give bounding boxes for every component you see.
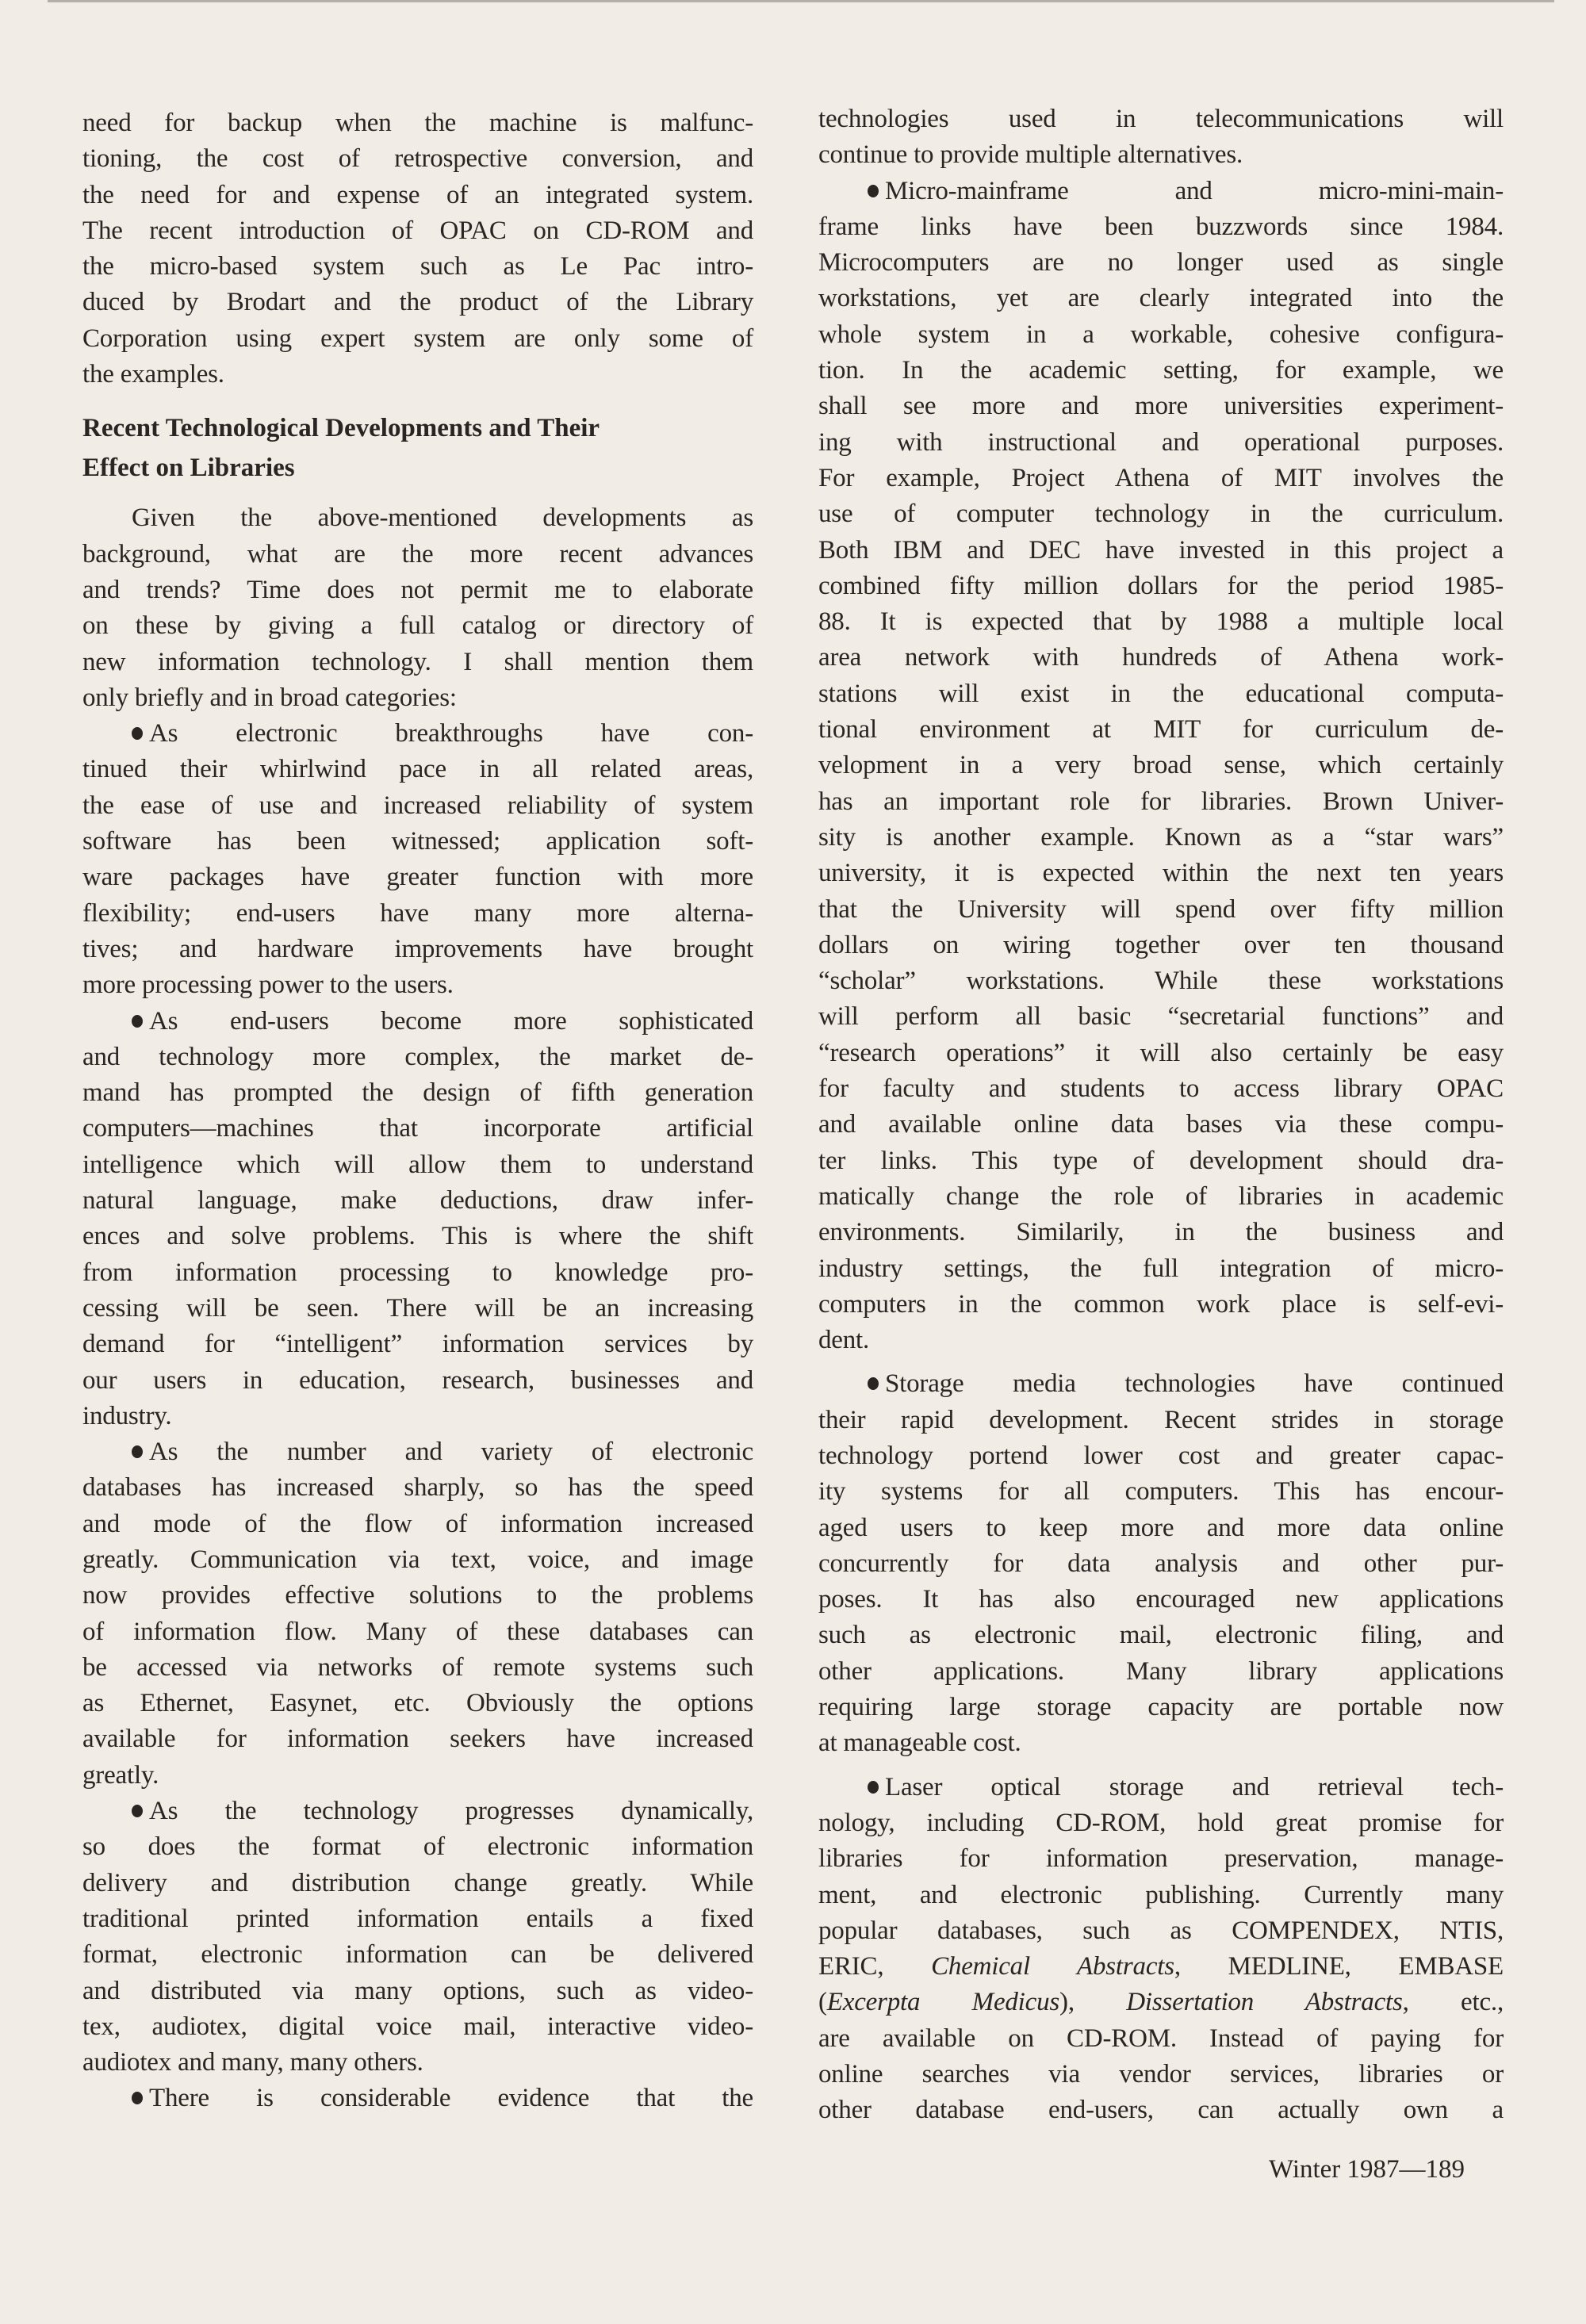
- line-text: tives; and hardware improvements have brought: [82, 934, 753, 963]
- text-line: [82, 932, 753, 967]
- text-line: [82, 1039, 753, 1075]
- text-line: [82, 1721, 753, 1757]
- text-line: [818, 101, 1504, 137]
- italic-title-chemical-abstracts: Chemical Abstracts: [931, 1952, 1174, 1981]
- line-text: Microcomputers are no longer used as single: [818, 248, 1504, 278]
- text-span: , etc.,: [1402, 1988, 1504, 2017]
- line-text: popular databases, such as COMPENDEX, NTIS,: [818, 1916, 1504, 1945]
- text-line: [818, 209, 1504, 245]
- text-line: [82, 1866, 753, 1901]
- line-text: tional environment at MIT for curriculum de-: [818, 715, 1504, 745]
- line-text: for faculty and students to access library OPAC: [818, 1074, 1504, 1104]
- text-line: [818, 856, 1504, 891]
- text-span: (: [818, 1988, 827, 2017]
- line-text: Corporation using expert system are only some of: [82, 324, 753, 353]
- text-line: [818, 353, 1504, 389]
- text-line: [818, 1107, 1504, 1143]
- text-line: [818, 137, 1504, 173]
- text-line: [82, 1974, 753, 2009]
- laser-optical-lines-before: [818, 1770, 1504, 1949]
- text-line: [818, 1985, 1504, 2020]
- text-line: [82, 357, 753, 392]
- line-text: flexibility; end-users have many more alterna-: [82, 898, 753, 928]
- bullet-paragraph-databases: [82, 1434, 753, 1794]
- text-line: [82, 1937, 753, 1973]
- text-line: [82, 321, 753, 357]
- text-span: ERIC,: [818, 1952, 932, 1981]
- page-top-edge: [48, 0, 1554, 2]
- text-line: [818, 1474, 1504, 1510]
- line-text: The recent introduction of OPAC on CD-ROM and: [82, 216, 753, 245]
- text-line: [818, 1071, 1504, 1107]
- line-text: nology, including CD-ROM, hold great promise for: [818, 1808, 1504, 1837]
- text-line: [82, 680, 753, 716]
- bullet-paragraph-end-users: [82, 1004, 753, 1435]
- text-line: [818, 425, 1504, 461]
- line-text: their rapid development. Recent strides in storage: [818, 1405, 1504, 1434]
- line-text: duced by Brodart and the product of the Library: [82, 288, 753, 317]
- line-text: ment, and electronic publishing. Currently many: [818, 1880, 1504, 1909]
- line-text: cessing will be seen. There will be an increasing: [82, 1293, 753, 1323]
- bullet-icon: [868, 1377, 879, 1390]
- line-text: matically change the role of libraries in academic: [818, 1181, 1504, 1211]
- line-text: poses. It has also encouraged new applications: [818, 1585, 1504, 1614]
- laser-optical-lines-after: [818, 2021, 1504, 2129]
- text-line: [818, 1618, 1504, 1653]
- text-line: [82, 572, 753, 608]
- text-line: [82, 1507, 753, 1542]
- text-line: [82, 716, 753, 752]
- text-line: [82, 824, 753, 860]
- left-column: [82, 105, 753, 2117]
- line-text: velopment in a very broad sense, which certainly: [818, 751, 1504, 780]
- line-text: Both IBM and DEC have invested in this project a: [818, 535, 1504, 565]
- line-text: online searches via vendor services, libraries or: [818, 2060, 1504, 2089]
- text-line: [818, 640, 1504, 676]
- text-line: [818, 1179, 1504, 1215]
- line-text: the examples.: [82, 360, 224, 389]
- line-text: dollars on wiring together over ten thousand: [818, 930, 1504, 959]
- text-line: [82, 1399, 753, 1434]
- line-text: technology portend lower cost and greater capac-: [818, 1441, 1504, 1470]
- line-text: only briefly and in broad categories:: [82, 683, 457, 712]
- line-text: databases has increased sharply, so has the speed: [82, 1473, 753, 1503]
- text-line: [818, 604, 1504, 640]
- line-text: sity is another example. Known as a “star wars”: [818, 822, 1504, 852]
- text-line: [818, 1841, 1504, 1877]
- text-line: [82, 141, 753, 177]
- line-text: audiotex and many, many others.: [82, 2048, 423, 2077]
- bullet-paragraph-technology-progresses: [82, 1794, 753, 2081]
- line-text: now provides effective solutions to the problems: [82, 1581, 753, 1610]
- text-line: [82, 1111, 753, 1147]
- text-line: [818, 1323, 1504, 1358]
- text-line: [818, 1366, 1504, 1402]
- line-text: As the technology progresses dynamically,: [149, 1797, 753, 1826]
- given-paragraph: [82, 500, 753, 716]
- text-line: [82, 1794, 753, 1829]
- line-text: area network with hundreds of Athena work-: [818, 643, 1504, 672]
- line-text: technologies used in telecommunications will: [818, 105, 1504, 133]
- line-text: other database end-users, can actually own a: [818, 2096, 1504, 2125]
- line-text: “scholar” workstations. While these workstations: [818, 967, 1504, 996]
- line-text: tioning, the cost of retrospective conversion, and: [82, 144, 753, 174]
- line-text: ware packages have greater function with more: [82, 863, 753, 892]
- text-line: [818, 1251, 1504, 1287]
- text-line: [82, 1829, 753, 1865]
- text-line: [818, 1725, 1504, 1761]
- line-text: “research operations” it will also certainly be easy: [818, 1038, 1504, 1067]
- line-text: will perform all basic “secretarial functions” and: [818, 1002, 1504, 1032]
- line-text: ing with instructional and operational purposes.: [818, 427, 1504, 457]
- text-line: [82, 1363, 753, 1399]
- line-text: industry settings, the full integration of micro-: [818, 1254, 1504, 1283]
- text-line: [818, 999, 1504, 1035]
- line-text: so does the format of electronic information: [82, 1832, 753, 1862]
- line-text: computers—machines that incorporate artificial: [82, 1114, 753, 1143]
- bullet-icon: [868, 185, 879, 197]
- text-line: [818, 1770, 1504, 1805]
- line-text: whole system in a workable, cohesive configura-: [818, 320, 1504, 349]
- text-line: [82, 1327, 753, 1362]
- text-line: [82, 1686, 753, 1721]
- text-line: [818, 1215, 1504, 1250]
- line-text: and distributed via many options, such as video-: [82, 1976, 753, 2005]
- text-line: [82, 1004, 753, 1039]
- text-line: [82, 1219, 753, 1254]
- line-text: the micro-based system such as Le Pac intro-: [82, 252, 753, 281]
- intro-paragraph: [82, 105, 753, 392]
- line-text: frame links have been buzzwords since 1984.: [818, 212, 1504, 241]
- line-text: other applications. Many library applications: [818, 1656, 1504, 1686]
- line-text: be accessed via networks of remote systems such: [82, 1652, 753, 1682]
- line-text: use of computer technology in the curriculum.: [818, 500, 1504, 529]
- line-text: greatly. Communication via text, voice, and image: [82, 1545, 753, 1574]
- bullet-icon: [132, 1445, 143, 1458]
- line-text: and trends? Time does not permit me to elaborate: [82, 575, 753, 604]
- line-text: concurrently for data analysis and other pur-: [818, 1549, 1504, 1578]
- bullet-icon: [132, 2092, 143, 2104]
- text-line: [818, 1878, 1504, 1913]
- text-line: [818, 174, 1504, 209]
- line-text: computers in the common work place is self-evi-: [818, 1289, 1504, 1319]
- text-line: [818, 748, 1504, 783]
- text-line: [82, 178, 753, 213]
- text-line: [82, 1901, 753, 1937]
- line-text: shall see more and more universities experiment-: [818, 392, 1504, 421]
- text-line: [82, 608, 753, 644]
- line-text: combined fifty million dollars for the period 1985-: [818, 571, 1504, 600]
- line-text: are available on CD-ROM. Instead of paying for: [818, 2023, 1504, 2053]
- line-text: tex, audiotex, digital voice mail, interactive video-: [82, 2012, 753, 2041]
- line-text: As electronic breakthroughs have con-: [149, 719, 753, 749]
- line-text: such as electronic mail, electronic filing, and: [818, 1621, 1504, 1650]
- line-text: continue to provide multiple alternatives.: [818, 140, 1243, 170]
- text-span: ),: [1059, 1988, 1127, 2017]
- line-text: There is considerable evidence that the: [149, 2084, 753, 2113]
- line-text: workstations, yet are clearly integrated into the: [818, 284, 1504, 313]
- text-line: [82, 1578, 753, 1614]
- text-line: [818, 389, 1504, 424]
- line-text: and available online data bases via these compu-: [818, 1110, 1504, 1139]
- text-line: [818, 784, 1504, 820]
- line-text: greatly.: [82, 1760, 159, 1790]
- line-text: available for information seekers have increased: [82, 1725, 753, 1754]
- line-text: that the University will spend over fifty million: [818, 894, 1504, 924]
- line-text: tion. In the academic setting, for example, we: [818, 356, 1504, 385]
- line-text: dent.: [818, 1326, 870, 1355]
- text-line: [82, 2009, 753, 2045]
- text-line: [82, 1542, 753, 1578]
- text-line: [818, 1510, 1504, 1546]
- text-line: [818, 1690, 1504, 1725]
- text-span: , MEDLINE, EMBASE: [1174, 1952, 1504, 1981]
- line-text: format, electronic information can be delivered: [82, 1940, 753, 1970]
- text-line: [818, 1438, 1504, 1474]
- section-heading-line: Recent Technological Developments and Their: [82, 414, 600, 443]
- line-text: demand for “intelligent” information services by: [82, 1330, 753, 1359]
- line-text: our users in education, research, businesses and: [82, 1365, 753, 1395]
- text-line: [82, 1183, 753, 1219]
- bullet-paragraph-laser-optical: [818, 1770, 1504, 2129]
- line-text: ences and solve problems. This is where the shift: [82, 1222, 753, 1251]
- text-line: [82, 1434, 753, 1470]
- text-line: [82, 752, 753, 787]
- text-line: [818, 1287, 1504, 1323]
- text-line: [818, 1913, 1504, 1949]
- text-line: [82, 1470, 753, 1506]
- text-line: [82, 1075, 753, 1111]
- line-text: Micro-mainframe and micro-mini-main-: [885, 176, 1504, 205]
- line-text: aged users to keep more and more data online: [818, 1513, 1504, 1542]
- text-line: [82, 285, 753, 320]
- text-line: [818, 1654, 1504, 1690]
- bullet-paragraph-electronic-breakthroughs: [82, 716, 753, 1003]
- text-line: [82, 500, 753, 536]
- line-text: the need for and expense of an integrated system.: [82, 180, 753, 209]
- right-column: [818, 101, 1504, 2129]
- text-line: [82, 105, 753, 141]
- text-line: [82, 1650, 753, 1686]
- line-text: and technology more complex, the market de-: [82, 1042, 753, 1071]
- bullet-icon: [868, 1781, 879, 1794]
- line-text: requiring large storage capacity are portable now: [818, 1693, 1504, 1722]
- line-text: on these by giving a full catalog or directory of: [82, 611, 753, 641]
- bullet-icon: [132, 727, 143, 740]
- text-line: [818, 569, 1504, 604]
- line-text: As end-users become more sophisticated: [149, 1006, 753, 1036]
- text-line: [82, 1255, 753, 1291]
- text-line: [82, 537, 753, 572]
- line-text: As the number and variety of electronic: [149, 1438, 753, 1467]
- section-heading-line: Effect on Libraries: [82, 454, 295, 483]
- text-line: [818, 676, 1504, 712]
- text-line: [82, 1147, 753, 1183]
- line-text: traditional printed information entails a fixed: [82, 1904, 753, 1933]
- text-line: [82, 249, 753, 285]
- line-text: and mode of the flow of information increased: [82, 1509, 753, 1538]
- line-text: at manageable cost.: [818, 1729, 1021, 1758]
- bullet-icon: [132, 1805, 143, 1817]
- line-text: new information technology. I shall mention them: [82, 647, 753, 676]
- text-line: [82, 2081, 753, 2116]
- text-line: [818, 1403, 1504, 1438]
- text-line: [82, 213, 753, 249]
- bullet-icon: [132, 1015, 143, 1028]
- text-line: [818, 2021, 1504, 2057]
- line-text: of information flow. Many of these databases can: [82, 1617, 753, 1646]
- text-line: [82, 967, 753, 1003]
- text-line: [818, 892, 1504, 928]
- page-folio: Winter 1987—189: [1269, 2155, 1465, 2184]
- line-text: software has been witnessed; application soft-: [82, 827, 753, 856]
- line-text: need for backup when the machine is malfunc-: [82, 109, 753, 137]
- text-line: [818, 820, 1504, 856]
- line-text: environments. Similarily, in the business and: [818, 1218, 1504, 1247]
- text-line: [818, 1143, 1504, 1179]
- text-line: [818, 963, 1504, 999]
- text-line: [818, 1582, 1504, 1618]
- text-line: [818, 281, 1504, 316]
- line-text: 88. It is expected that by 1988 a multiple local: [818, 607, 1504, 637]
- text-line: [818, 2092, 1504, 2128]
- line-text: libraries for information preservation, manage-: [818, 1844, 1504, 1874]
- italic-title-dissertation-abstracts: Dissertation Abstracts: [1126, 1988, 1403, 2017]
- line-text: background, what are the more recent advances: [82, 539, 753, 569]
- text-line: [818, 461, 1504, 496]
- line-text: ity systems for all computers. This has encour-: [818, 1477, 1504, 1507]
- line-text: as Ethernet, Easynet, etc. Obviously the options: [82, 1689, 753, 1718]
- text-line: [818, 1805, 1504, 1841]
- text-line: [82, 896, 753, 932]
- line-text: intelligence which will allow them to understand: [82, 1150, 753, 1179]
- line-text: tinued their whirlwind pace in all related areas,: [82, 755, 753, 784]
- line-text: Storage media technologies have continued: [885, 1369, 1504, 1399]
- text-line: [818, 928, 1504, 963]
- line-text: mand has prompted the design of fifth generation: [82, 1078, 753, 1108]
- text-line: [818, 712, 1504, 748]
- bullet-paragraph-storage-media: [818, 1366, 1504, 1761]
- text-line: [82, 645, 753, 680]
- text-line: [818, 2057, 1504, 2092]
- text-line: [82, 1758, 753, 1794]
- text-line: [818, 1949, 1504, 1985]
- text-line: [818, 1546, 1504, 1582]
- line-text: has an important role for libraries. Brown Univer-: [818, 787, 1504, 816]
- line-text: delivery and distribution change greatly. While: [82, 1868, 753, 1897]
- line-text: Laser optical storage and retrieval tech-: [885, 1772, 1504, 1801]
- line-text: from information processing to knowledge pro-: [82, 1258, 753, 1287]
- text-line: [82, 2045, 753, 2081]
- line-text: For example, Project Athena of MIT involves the: [818, 463, 1504, 492]
- text-line: [818, 533, 1504, 569]
- text-line: [818, 1036, 1504, 1071]
- line-text: ter links. This type of development should dra-: [818, 1146, 1504, 1175]
- line-text: university, it is expected within the next ten years: [818, 859, 1504, 888]
- italic-title-excerpta-medicus: Excerpta Medicus: [826, 1988, 1060, 2017]
- line-text: stations will exist in the educational computa-: [818, 679, 1504, 708]
- continued-paragraph: [818, 101, 1504, 174]
- line-text: the ease of use and increased reliability of system: [82, 791, 753, 820]
- line-text: natural language, make deductions, draw infer-: [82, 1186, 753, 1216]
- line-text: Given the above-mentioned developments as: [132, 503, 753, 533]
- section-heading: [82, 408, 753, 488]
- text-line: [818, 317, 1504, 353]
- text-line: [82, 1291, 753, 1327]
- line-text: more processing power to the users.: [82, 971, 454, 1000]
- text-line: [818, 245, 1504, 281]
- text-line: [82, 788, 753, 824]
- text-line: [82, 860, 753, 895]
- text-line: [82, 1614, 753, 1650]
- bullet-paragraph-micro-mainframe: [818, 174, 1504, 1359]
- text-line: [818, 496, 1504, 532]
- bullet-paragraph-evidence: [82, 2081, 753, 2116]
- line-text: industry.: [82, 1401, 172, 1430]
